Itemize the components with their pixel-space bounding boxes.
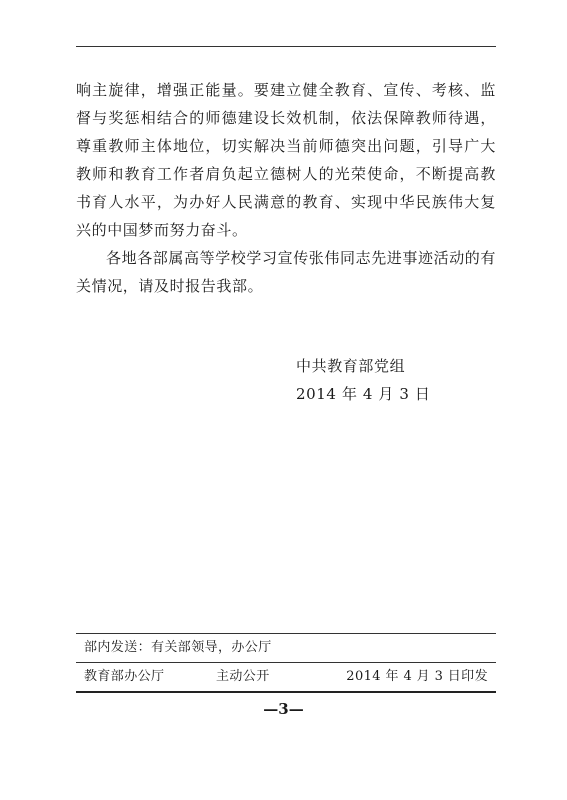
issuer-name: 中共教育部党组 [296, 357, 406, 375]
footer-bottom-rule [76, 691, 496, 693]
cc-row [76, 634, 496, 662]
header-rule [76, 46, 496, 47]
issue-date: 2014 年 4 月 3 日 [296, 385, 431, 403]
print-info-row [76, 663, 496, 691]
page-number: —3— [263, 700, 304, 718]
document-body [76, 76, 496, 300]
cc-line: 部内发送：有关部领导，办公厅 [84, 640, 272, 655]
signature-block [296, 352, 431, 408]
body-paragraph-report-request: 各地各部属高等学校学习宣传张伟同志先进事迹活动的有关情况，请及时报告我部。 [76, 249, 497, 295]
body-paragraph-continuation: 响主旋律，增强正能量。要建立健全教育、宣传、考核、监督与奖惩相结合的师德建设长效机制，依法保障教师待遇，尊重教师主体地位，切实解决当前师德突出问题，引导广大教师和教育工作者肩负起立德树人的光荣使命，不断提高教书育人水平，为办好人民满意的教育、实现中华民族伟大复兴的中国梦而努力奋斗。 [76, 81, 496, 239]
print-date: 2014 年 4 月 3 日印发 [346, 669, 488, 684]
distribution-footer [76, 633, 496, 693]
disclosure-status: 主动公开 [216, 669, 270, 684]
issuing-office: 教育部办公厅 [84, 669, 165, 684]
